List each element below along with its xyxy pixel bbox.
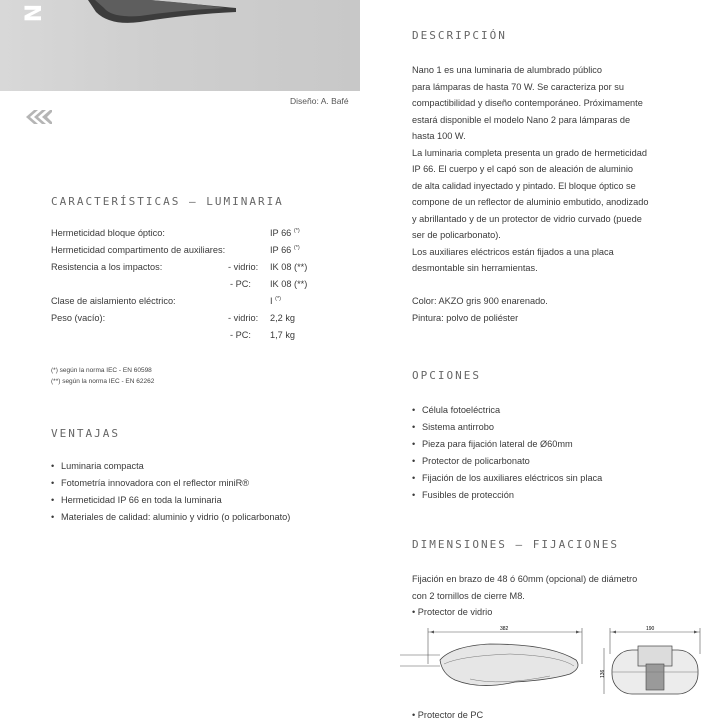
dim-length-label: 382 [500,626,509,632]
spec-sub: - PC: [230,330,251,340]
list-item: • Fotometría innovadora con el reflector miniR® [51,475,290,492]
caracteristicas-heading: CARACTERÍSTICAS – LUMINARIA [51,195,284,208]
text-line: Nano 1 es una luminaria de alumbrado público [412,65,602,75]
spec-label: Peso (vacío): [51,313,106,323]
descripcion-heading: DESCRIPCIÓN [412,29,507,42]
text-line: compactibilidad y diseño contemporáneo. Próximamente [412,98,643,108]
spec-sub: - PC: [230,279,251,289]
spec-value: IK 08 (**) [270,262,308,272]
text-line: con 2 tornillos de cierre M8. [412,590,525,601]
list-item: • Materiales de calidad: aluminio y vidrio (o policarbonato) [51,509,290,526]
spec-value: IP 66 (*) [270,228,300,239]
spec-sub: - vidrio: [228,262,259,272]
ventajas-list [51,458,290,526]
list-item: • Célula fotoeléctrica [412,402,602,419]
list-item: • Hermeticidad IP 66 en toda la luminaria [51,492,290,509]
spec-label: Hermeticidad compartimento de auxiliares: [51,245,226,255]
dim-height-label: 136 [600,669,606,678]
opciones-heading: OPCIONES [412,369,481,382]
list-item: • Luminaria compacta [51,458,290,475]
footnote: (**) según la norma IEC - EN 62262 [51,378,155,385]
spec-value: 2,2 kg [270,313,296,323]
list-item: • Protector de policarbonato [412,453,602,470]
text-line: IP 66. El cuerpo y el capó son de aleación de aluminio [412,164,633,174]
list-item: • Sistema antirrobo [412,419,602,436]
text-line: desmontable sin herramientas. [412,263,538,273]
ventajas-heading: VENTAJAS [51,427,120,440]
text-line: y abrillantado y de un protector de vidrio curvado (puede [412,213,642,224]
text-line: ser de policarbonato). [412,230,501,240]
photo-letter: N [22,3,48,23]
spec-label: Hermeticidad bloque óptico: [51,228,165,238]
front-view-drawing [600,624,710,706]
opciones-list [412,402,602,504]
spec-value: IP 66 (*) [270,245,300,256]
side-view-drawing [400,624,590,706]
list-item: • Fijación de los auxiliares eléctricos sin placa [412,470,602,487]
spec-value: 1,7 kg [270,330,296,340]
text-line: compone de un reflector de aluminio embutido, anodizado [412,197,649,207]
spacer [412,277,712,294]
text-line: Pintura: polvo de poliéster [412,312,519,323]
luminaire-photo-shape [0,0,360,91]
spec-sub: - vidrio: [228,313,259,323]
dimensiones-body [412,571,712,621]
list-item: • Fusibles de protección [412,487,602,504]
text-line: • Protector de vidrio [412,607,493,617]
text-line: Color: AKZO gris 900 enarenado. [412,296,548,306]
dimensiones-heading: DIMENSIONES – FIJACIONES [412,538,619,551]
text-line: Fijación en brazo de 48 ó 60mm (opcional) de diámetro [412,574,638,584]
text-line: de alta calidad inyectado y pintado. El bloque óptico se [412,180,636,191]
text-line: estará disponible el modelo Nano 2 para lámparas de [412,114,631,125]
list-item: • Pieza para fijación lateral de Ø60mm [412,436,602,453]
product-photo [0,0,360,91]
design-credit: Diseño: A. Bafé [290,96,349,106]
text-line: hasta 100 W. [412,131,466,141]
text-line: para lámparas de hasta 70 W. Se caracteriza por su [412,81,624,92]
text-line: Los auxiliares eléctricos están fijados a una placa [412,246,614,257]
pc-protector-label: • Protector de PC [412,710,484,720]
chevron-logo-icon [24,110,52,124]
spec-label: Clase de aislamiento eléctrico: [51,296,176,306]
footnote: (*) según la norma IEC - EN 60598 [51,367,152,374]
spec-value: I (*) [270,296,281,307]
text-line: La luminaria completa presenta un grado de hermeticidad [412,147,647,158]
dim-width-label: 190 [646,626,655,632]
spec-value: IK 08 (**) [270,279,308,289]
descripcion-body [412,62,712,326]
spec-label: Resistencia a los impactos: [51,262,163,272]
